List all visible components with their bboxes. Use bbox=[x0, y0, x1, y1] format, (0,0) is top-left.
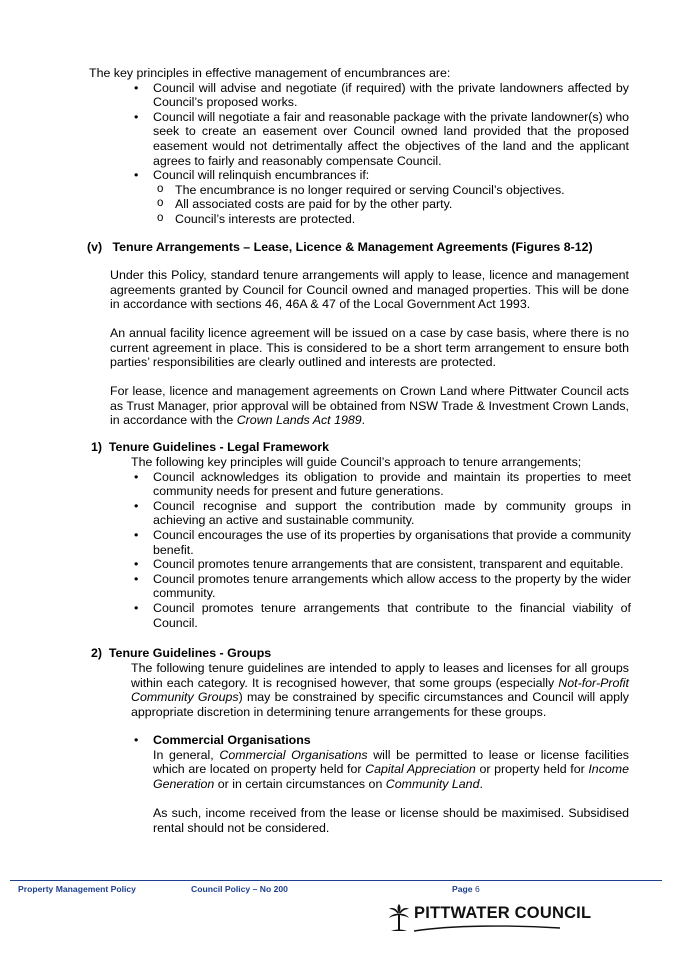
list-item: • Council will advise and negotiate (if required) with the private landowners affected by Council’s proposed works. bbox=[131, 81, 629, 110]
list-item: • Council promotes tenure arrangements that are consistent, transparent and equitable. bbox=[131, 557, 631, 572]
section-1-heading: 1) Tenure Guidelines - Legal Framework bbox=[91, 440, 330, 454]
para-text: or property held for bbox=[475, 762, 589, 777]
para-text: The following tenure guidelines are intended to apply to leases and licenses for all groups within each category. It is recognised however, that some groups (especially bbox=[131, 661, 629, 690]
page-num: 6 bbox=[474, 884, 480, 894]
para-text: or in certain circumstances on bbox=[214, 776, 386, 791]
footer-rule bbox=[10, 880, 662, 881]
commercial-bullet bbox=[131, 733, 629, 835]
palm-tree-icon bbox=[388, 904, 410, 932]
sub-list-item: o Council’s interests are protected. bbox=[153, 212, 629, 227]
intro-lead: The key principles in effective management of encumbrances are: bbox=[89, 66, 451, 80]
act-name: Crown Lands Act 1989 bbox=[236, 413, 362, 428]
section-2-heading: 2) Tenure Guidelines - Groups bbox=[91, 646, 272, 660]
logo-wordmark: PITTWATER COUNCIL bbox=[414, 904, 592, 922]
term: Capital Appreciation bbox=[365, 762, 476, 777]
commercial-organisations bbox=[131, 733, 629, 835]
term: Commercial Organisations bbox=[219, 747, 368, 762]
commercial-para-1 bbox=[153, 748, 629, 792]
logo-swoosh bbox=[412, 923, 562, 933]
list-item-text: Council will relinquish encumbrances if: bbox=[153, 168, 370, 183]
list-item: • Council recognise and support the contribution made by community groups in achieving an active and sustainable community. bbox=[131, 499, 631, 528]
relinquish-conditions bbox=[153, 183, 629, 227]
section-v-para-3 bbox=[110, 384, 629, 428]
term: Income Generation bbox=[153, 762, 629, 791]
section-v-heading: (v) Tenure Arrangements – Lease, Licence & Management Agreements (Figures 8-12) bbox=[87, 240, 593, 254]
list-item: • Council encourages the use of its properties by organisations that provide a community benefit. bbox=[131, 528, 631, 557]
section-1-lead: The following key principles will guide Council’s approach to tenure arrangements; bbox=[131, 455, 582, 469]
list-item bbox=[131, 168, 629, 226]
section-2-para bbox=[131, 661, 629, 719]
commercial-heading: Commercial Organisations bbox=[153, 733, 311, 747]
punctuation: . bbox=[361, 413, 366, 428]
footer-policy-name: Property Management Policy bbox=[18, 884, 136, 894]
para-text: ) may be constrained by specific circumstances and Council will apply appropriate discretion in determining tenure arrangements for these groups. bbox=[131, 690, 629, 719]
commercial-para-2: As such, income received from the lease or license should be maximised. Subsidised rental should not be considered. bbox=[153, 805, 629, 835]
list-item: • Council promotes tenure arrangements which allow access to the property by the wider community. bbox=[131, 572, 631, 601]
section-1-body bbox=[131, 455, 631, 630]
footer-policy-number: Council Policy – No 200 bbox=[191, 884, 288, 894]
section-v-para-2: An annual facility licence agreement will be issued on a case by case basis, where there is no current agreement in place. This is considered to be a short term arrangement to ensure both parties’ responsibilities are clearly outlined and interests are protected. bbox=[110, 326, 629, 370]
group-type: Not-for-Profit Community Groups bbox=[131, 675, 629, 705]
encumbrance-principles bbox=[89, 66, 629, 227]
section-v-para-1: Under this Policy, standard tenure arrangements will apply to lease, licence and management agreements granted by Council for Council owned and managed properties. This will be done in accordance with sections 46, 46A & 47 of the Local Government Act 1993. bbox=[110, 268, 629, 312]
para-text: will be permitted to lease or license facilities which are located on property held for bbox=[153, 747, 629, 777]
list-item: • Council acknowledges its obligation to provide and maintain its properties to meet community needs for present and future generations. bbox=[131, 470, 631, 499]
sub-list-item: o The encumbrance is no longer required or serving Council’s objectives. bbox=[153, 183, 629, 198]
para-3-text: For lease, licence and management agreements on Crown Land where Pittwater Council acts as Trust Manager, prior approval will be obtained from NSW Trade & Investment Crown Lands, in accordance with the bbox=[110, 384, 629, 428]
legal-framework-bullets bbox=[131, 470, 631, 631]
page-label: Page bbox=[452, 884, 473, 894]
list-item: • Council promotes tenure arrangements that contribute to the financial viability of Council. bbox=[131, 601, 631, 630]
encumbrance-bullets bbox=[131, 81, 629, 227]
sub-list-item: o All associated costs are paid for by the other party. bbox=[153, 197, 629, 212]
footer-page-number bbox=[452, 884, 480, 894]
list-item: • Council will negotiate a fair and reasonable package with the private landowner(s) who seek to create an easement over Council owned land provided that the proposed easement would not detrimentally affect the objectives of the land and the applicant agrees to fairly and reasonably compensate Council. bbox=[131, 110, 629, 168]
list-item bbox=[131, 733, 629, 835]
punctuation: . bbox=[479, 776, 483, 791]
term: Community Land bbox=[385, 776, 480, 791]
para-text: In general, bbox=[153, 747, 220, 762]
pittwater-council-logo bbox=[388, 902, 592, 936]
